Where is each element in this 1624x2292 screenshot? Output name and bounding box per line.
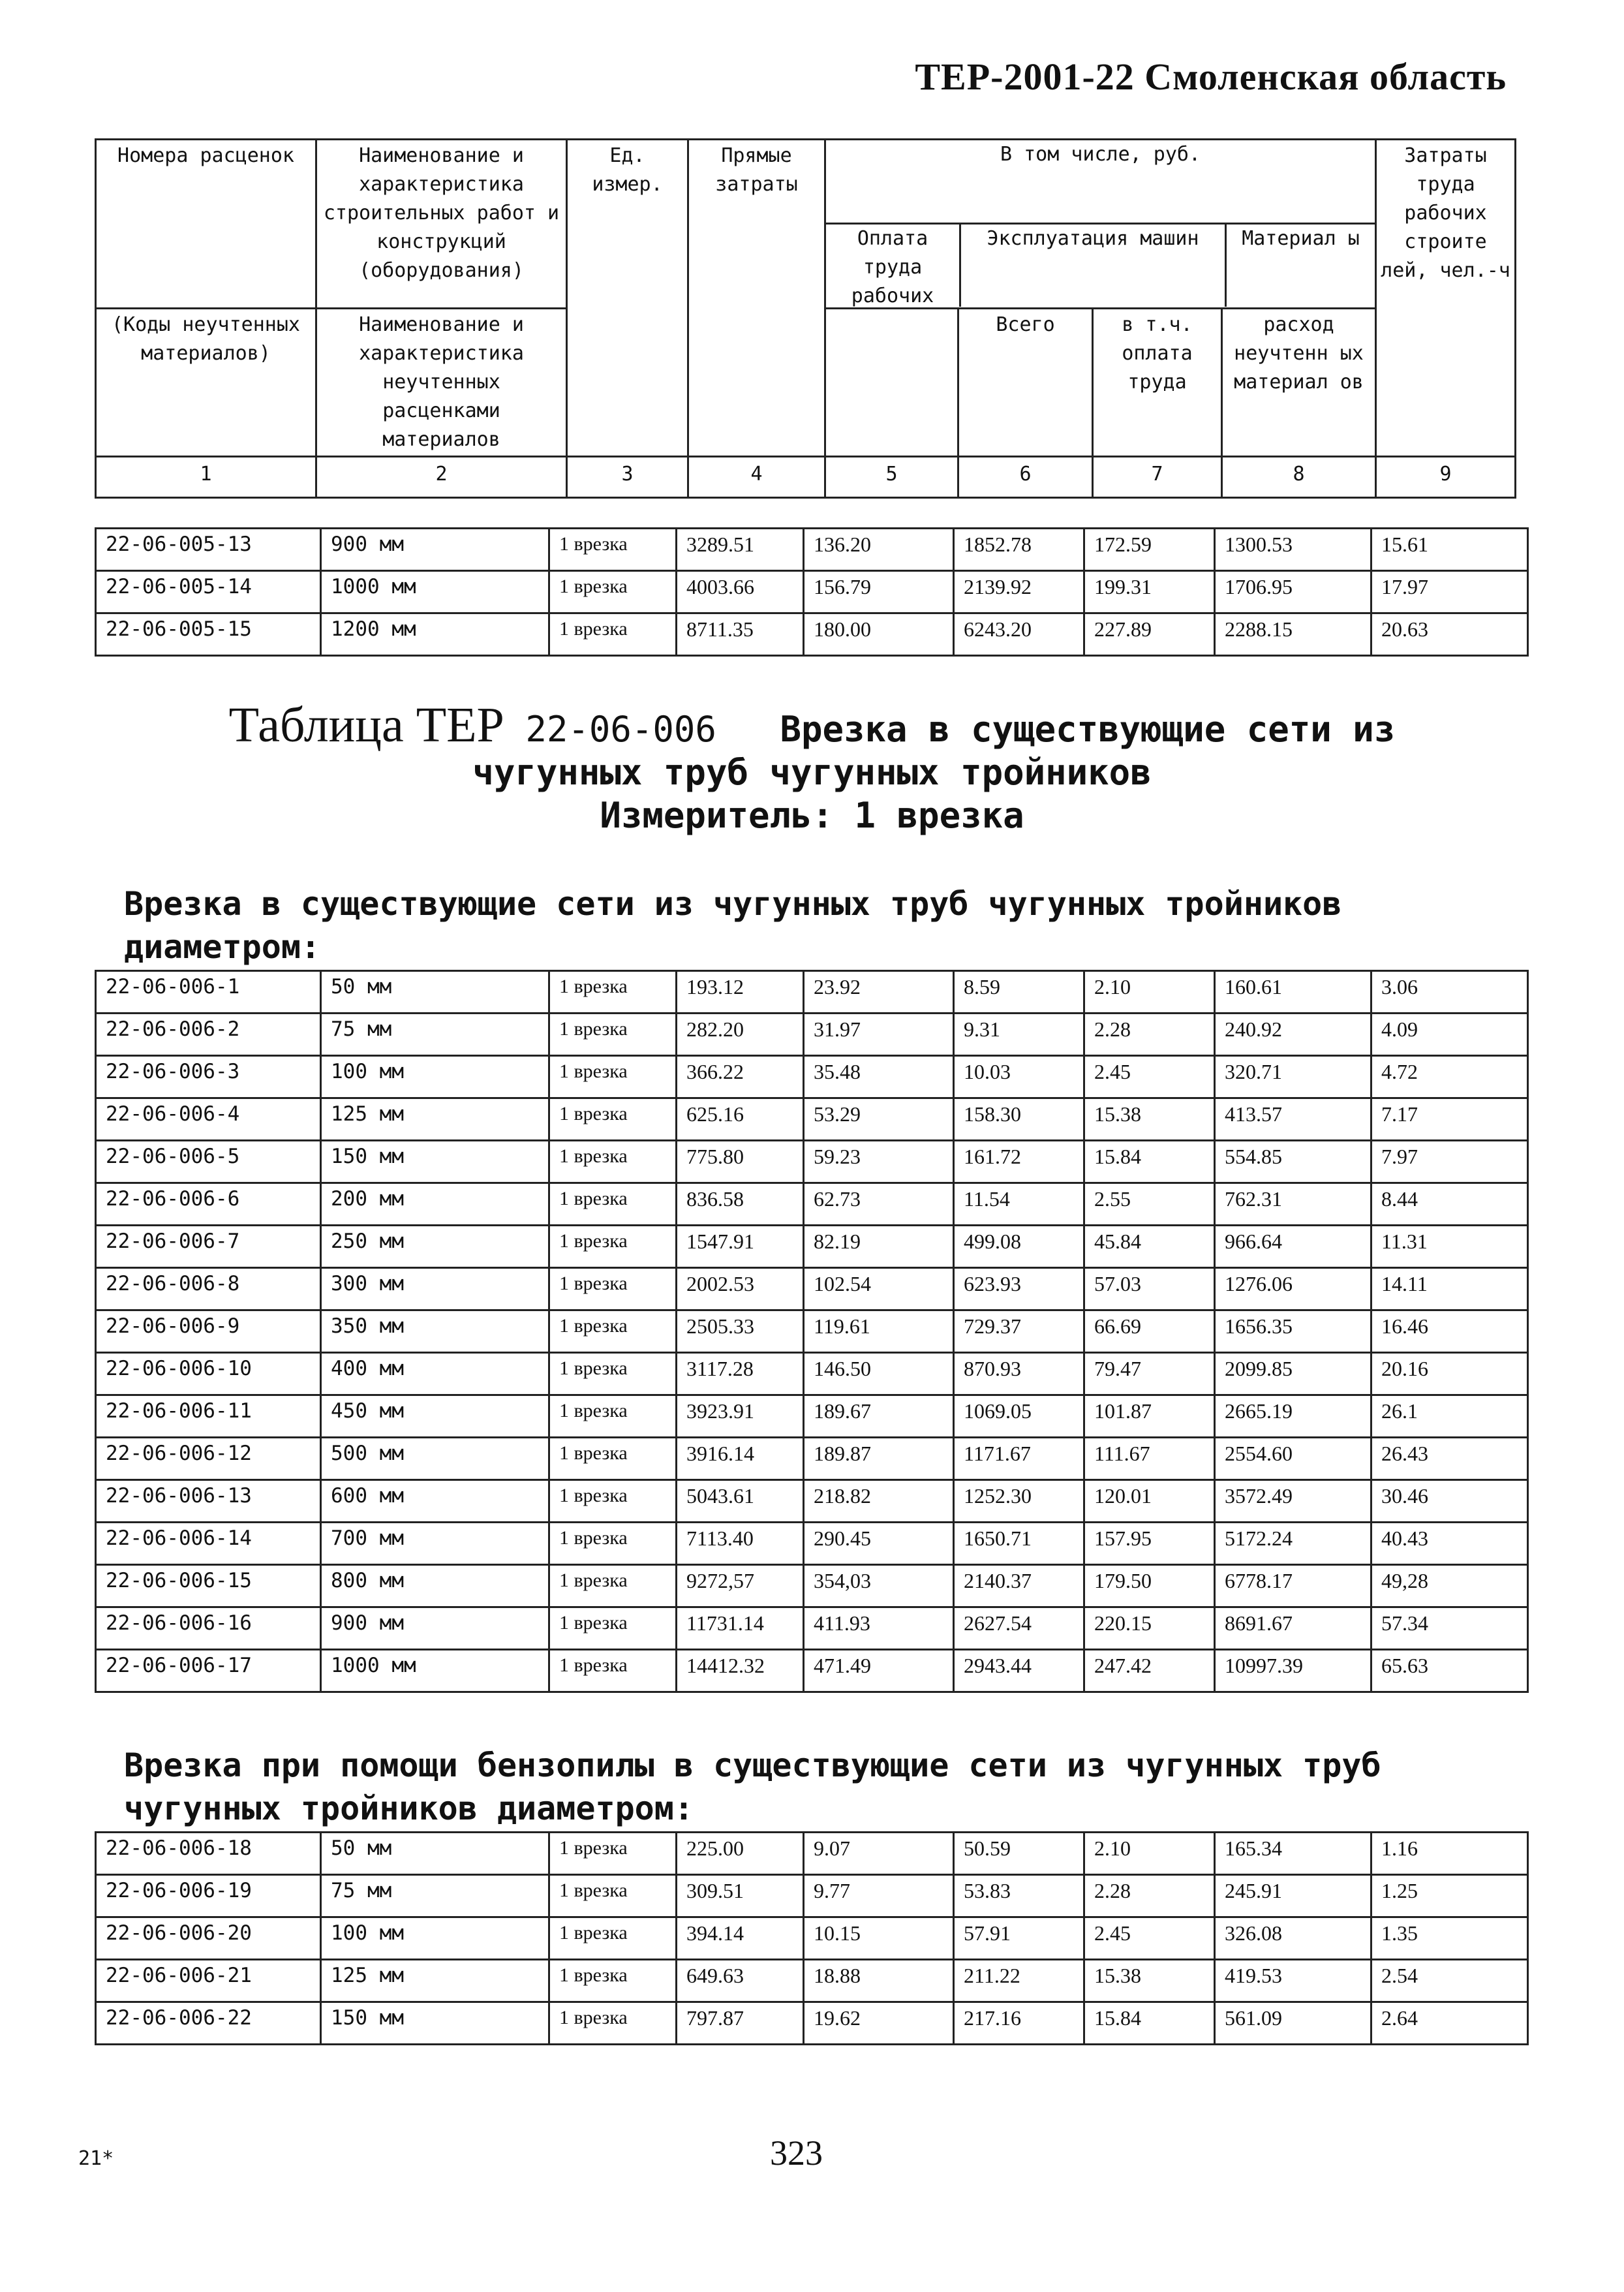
work-description-cell: 1000 мм	[321, 1650, 549, 1692]
column-number: 8	[1222, 457, 1376, 498]
materials-cell: 762.31	[1215, 1183, 1371, 1226]
machine-labor-cell: 15.84	[1084, 2002, 1215, 2045]
column-number: 9	[1376, 457, 1516, 498]
work-description-cell: 100 мм	[321, 1917, 549, 1960]
labor-pay-cell: 19.62	[804, 2002, 954, 2045]
unit-cell: 1 врезка	[549, 613, 677, 656]
column-number: 6	[958, 457, 1093, 498]
direct-costs-cell: 282.20	[677, 1014, 804, 1056]
table-row	[96, 2002, 1528, 2045]
unit-cell: 1 врезка	[549, 1353, 677, 1395]
rate-code-cell: 22-06-006-6	[96, 1183, 321, 1226]
labor-hours-cell: 8.44	[1371, 1183, 1528, 1226]
running-head: ТЕР-2001-22 Смоленская область	[915, 55, 1507, 98]
machine-labor-cell: 111.67	[1084, 1438, 1215, 1480]
header-labor-pay: Оплата труда рабочих	[826, 225, 961, 307]
labor-pay-cell: 471.49	[804, 1650, 954, 1692]
table-title-prefix: Таблица ТЕР	[228, 698, 504, 752]
table-title-line2: чугунных труб чугунных тройников	[472, 752, 1152, 793]
direct-costs-cell: 836.58	[677, 1183, 804, 1226]
work-description-cell: 125 мм	[321, 1098, 549, 1141]
machine-labor-cell: 157.95	[1084, 1523, 1215, 1565]
unit-cell: 1 врезка	[549, 1056, 677, 1098]
materials-cell: 1656.35	[1215, 1310, 1371, 1353]
column-number: 7	[1093, 457, 1222, 498]
labor-hours-cell: 7.17	[1371, 1098, 1528, 1141]
machine-labor-cell: 45.84	[1084, 1226, 1215, 1268]
unit-cell: 1 врезка	[549, 1141, 677, 1183]
materials-cell: 1276.06	[1215, 1268, 1371, 1310]
column-number: 2	[316, 457, 567, 498]
table-measure: Измеритель: 1 врезка	[600, 795, 1024, 836]
direct-costs-cell: 3916.14	[677, 1438, 804, 1480]
direct-costs-cell: 625.16	[677, 1098, 804, 1141]
labor-pay-cell: 189.87	[804, 1438, 954, 1480]
work-description-cell: 600 мм	[321, 1480, 549, 1523]
materials-cell: 3572.49	[1215, 1480, 1371, 1523]
machine-total-cell: 729.37	[954, 1310, 1084, 1353]
machine-total-cell: 1171.67	[954, 1438, 1084, 1480]
machine-labor-cell: 15.38	[1084, 1098, 1215, 1141]
header-material-codes: (Коды неучтенных материалов)	[96, 309, 316, 457]
labor-pay-cell: 53.29	[804, 1098, 954, 1141]
materials-cell: 1706.95	[1215, 571, 1371, 613]
labor-hours-cell: 26.43	[1371, 1438, 1528, 1480]
labor-hours-cell: 3.06	[1371, 971, 1528, 1014]
header-labor-costs: Затраты труда рабочих строите лей, чел.-ч	[1376, 140, 1516, 457]
rate-code-cell: 22-06-006-3	[96, 1056, 321, 1098]
table-row	[96, 971, 1528, 1014]
machine-labor-cell: 101.87	[1084, 1395, 1215, 1438]
rate-code-cell: 22-06-006-8	[96, 1268, 321, 1310]
table-row	[96, 1183, 1528, 1226]
unit-cell: 1 врезка	[549, 1523, 677, 1565]
labor-pay-cell: 189.67	[804, 1395, 954, 1438]
header-machine-labor: в т.ч. оплата труда	[1093, 309, 1222, 457]
direct-costs-cell: 309.51	[677, 1875, 804, 1917]
materials-cell: 8691.67	[1215, 1607, 1371, 1650]
materials-cell: 240.92	[1215, 1014, 1371, 1056]
table-row	[96, 1650, 1528, 1692]
labor-pay-cell: 62.73	[804, 1183, 954, 1226]
labor-pay-cell: 102.54	[804, 1268, 954, 1310]
labor-hours-cell: 26.1	[1371, 1395, 1528, 1438]
rate-code-cell: 22-06-006-21	[96, 1960, 321, 2002]
direct-costs-cell: 193.12	[677, 971, 804, 1014]
table-row	[96, 613, 1528, 656]
labor-pay-cell: 411.93	[804, 1607, 954, 1650]
rate-code-cell: 22-06-005-13	[96, 529, 321, 571]
rate-code-cell: 22-06-006-14	[96, 1523, 321, 1565]
materials-cell: 2554.60	[1215, 1438, 1371, 1480]
machine-labor-cell: 15.84	[1084, 1141, 1215, 1183]
unit-cell: 1 врезка	[549, 971, 677, 1014]
work-description-cell: 400 мм	[321, 1353, 549, 1395]
direct-costs-cell: 3117.28	[677, 1353, 804, 1395]
labor-hours-cell: 14.11	[1371, 1268, 1528, 1310]
machine-labor-cell: 66.69	[1084, 1310, 1215, 1353]
rate-code-cell: 22-06-006-20	[96, 1917, 321, 1960]
direct-costs-cell: 7113.40	[677, 1523, 804, 1565]
machine-labor-cell: 179.50	[1084, 1565, 1215, 1607]
unit-cell: 1 врезка	[549, 1438, 677, 1480]
labor-pay-cell: 18.88	[804, 1960, 954, 2002]
direct-costs-cell: 1547.91	[677, 1226, 804, 1268]
machine-total-cell: 2139.92	[954, 571, 1084, 613]
machine-labor-cell: 2.55	[1084, 1183, 1215, 1226]
labor-hours-cell: 20.16	[1371, 1353, 1528, 1395]
direct-costs-cell: 225.00	[677, 1833, 804, 1875]
table-title-code: 22-06-006	[525, 709, 716, 750]
unit-cell: 1 врезка	[549, 1565, 677, 1607]
labor-pay-cell: 354,03	[804, 1565, 954, 1607]
rate-code-cell: 22-06-006-10	[96, 1353, 321, 1395]
materials-cell: 320.71	[1215, 1056, 1371, 1098]
labor-hours-cell: 1.16	[1371, 1833, 1528, 1875]
work-description-cell: 75 мм	[321, 1014, 549, 1056]
unit-cell: 1 врезка	[549, 2002, 677, 2045]
table-row	[96, 1268, 1528, 1310]
work-description-cell: 50 мм	[321, 971, 549, 1014]
work-description-cell: 50 мм	[321, 1833, 549, 1875]
direct-costs-cell: 8711.35	[677, 613, 804, 656]
machine-total-cell: 211.22	[954, 1960, 1084, 2002]
header-rate-number: Номера расценок	[96, 140, 316, 309]
work-description-cell: 350 мм	[321, 1310, 549, 1353]
work-description-cell: 75 мм	[321, 1875, 549, 1917]
work-description-cell: 200 мм	[321, 1183, 549, 1226]
table-row	[96, 1917, 1528, 1960]
unit-cell: 1 врезка	[549, 1310, 677, 1353]
machine-total-cell: 623.93	[954, 1268, 1084, 1310]
machine-total-cell: 50.59	[954, 1833, 1084, 1875]
rate-code-cell: 22-06-005-15	[96, 613, 321, 656]
unit-cell: 1 врезка	[549, 1480, 677, 1523]
rate-code-cell: 22-06-006-7	[96, 1226, 321, 1268]
machine-total-cell: 499.08	[954, 1226, 1084, 1268]
labor-hours-cell: 57.34	[1371, 1607, 1528, 1650]
work-description-cell: 125 мм	[321, 1960, 549, 2002]
rate-code-cell: 22-06-006-11	[96, 1395, 321, 1438]
header-material-name: Наименование и характеристика неучтенных расценками материалов	[316, 309, 567, 457]
labor-pay-cell: 31.97	[804, 1014, 954, 1056]
materials-cell: 2288.15	[1215, 613, 1371, 656]
unit-cell: 1 врезка	[549, 1395, 677, 1438]
machine-labor-cell: 227.89	[1084, 613, 1215, 656]
direct-costs-cell: 3289.51	[677, 529, 804, 571]
unit-cell: 1 врезка	[549, 1098, 677, 1141]
direct-costs-cell: 14412.32	[677, 1650, 804, 1692]
table-row	[96, 1014, 1528, 1056]
materials-cell: 165.34	[1215, 1833, 1371, 1875]
rate-code-cell: 22-06-006-1	[96, 971, 321, 1014]
table-row	[96, 1310, 1528, 1353]
direct-costs-cell: 649.63	[677, 1960, 804, 2002]
table-row	[96, 1960, 1528, 2002]
header-empty-5	[825, 309, 958, 457]
labor-pay-cell: 156.79	[804, 571, 954, 613]
machine-total-cell: 6243.20	[954, 613, 1084, 656]
direct-costs-cell: 366.22	[677, 1056, 804, 1098]
table-row	[96, 1098, 1528, 1141]
machine-total-cell: 10.03	[954, 1056, 1084, 1098]
work-description-cell: 450 мм	[321, 1395, 549, 1438]
machine-total-cell: 11.54	[954, 1183, 1084, 1226]
materials-cell: 6778.17	[1215, 1565, 1371, 1607]
table-title	[0, 698, 1624, 837]
machine-labor-cell: 2.10	[1084, 971, 1215, 1014]
labor-hours-cell: 7.97	[1371, 1141, 1528, 1183]
table-row	[96, 1607, 1528, 1650]
labor-hours-cell: 65.63	[1371, 1650, 1528, 1692]
section-heading-1: Врезка в существующие сети из чугунных труб чугунных тройников диаметром:	[124, 885, 1342, 966]
rate-code-cell: 22-06-006-13	[96, 1480, 321, 1523]
work-description-cell: 1200 мм	[321, 613, 549, 656]
header-group-label: В том числе, руб.	[1000, 143, 1201, 166]
rate-code-cell: 22-06-006-15	[96, 1565, 321, 1607]
machine-labor-cell: 199.31	[1084, 571, 1215, 613]
work-description-cell: 500 мм	[321, 1438, 549, 1480]
work-description-cell: 800 мм	[321, 1565, 549, 1607]
labor-pay-cell: 290.45	[804, 1523, 954, 1565]
machine-total-cell: 158.30	[954, 1098, 1084, 1141]
labor-pay-cell: 9.07	[804, 1833, 954, 1875]
materials-cell: 10997.39	[1215, 1650, 1371, 1692]
table-row	[96, 1056, 1528, 1098]
work-description-cell: 150 мм	[321, 2002, 549, 2045]
labor-pay-cell: 136.20	[804, 529, 954, 571]
header-machine-total: Всего	[958, 309, 1093, 457]
labor-hours-cell: 15.61	[1371, 529, 1528, 571]
unit-cell: 1 врезка	[549, 1014, 677, 1056]
work-description-cell: 150 мм	[321, 1141, 549, 1183]
column-header-table	[95, 138, 1516, 499]
labor-pay-cell: 10.15	[804, 1917, 954, 1960]
machine-total-cell: 1252.30	[954, 1480, 1084, 1523]
header-materials: Материал ы	[1242, 227, 1360, 250]
labor-pay-cell: 218.82	[804, 1480, 954, 1523]
machine-total-cell: 2943.44	[954, 1650, 1084, 1692]
rate-code-cell: 22-06-006-4	[96, 1098, 321, 1141]
table-row	[96, 1395, 1528, 1438]
labor-pay-cell: 23.92	[804, 971, 954, 1014]
table-row	[96, 1480, 1528, 1523]
unit-cell: 1 врезка	[549, 1607, 677, 1650]
direct-costs-cell: 394.14	[677, 1917, 804, 1960]
unit-cell: 1 врезка	[549, 571, 677, 613]
materials-cell: 326.08	[1215, 1917, 1371, 1960]
footnote-mark: 21*	[78, 2147, 114, 2170]
column-number: 3	[567, 457, 688, 498]
labor-hours-cell: 16.46	[1371, 1310, 1528, 1353]
machine-labor-cell: 120.01	[1084, 1480, 1215, 1523]
machine-total-cell: 217.16	[954, 2002, 1084, 2045]
labor-hours-cell: 2.54	[1371, 1960, 1528, 2002]
column-number: 1	[96, 457, 316, 498]
rate-code-cell: 22-06-006-18	[96, 1833, 321, 1875]
labor-hours-cell: 40.43	[1371, 1523, 1528, 1565]
work-description-cell: 100 мм	[321, 1056, 549, 1098]
machine-total-cell: 1069.05	[954, 1395, 1084, 1438]
machine-total-cell: 8.59	[954, 971, 1084, 1014]
direct-costs-cell: 3923.91	[677, 1395, 804, 1438]
labor-pay-cell: 146.50	[804, 1353, 954, 1395]
labor-pay-cell: 59.23	[804, 1141, 954, 1183]
work-description-cell: 900 мм	[321, 1607, 549, 1650]
machine-total-cell: 1852.78	[954, 529, 1084, 571]
header-work-name: Наименование и характеристика строительных работ и конструкций (оборудования)	[316, 140, 567, 309]
direct-costs-cell: 775.80	[677, 1141, 804, 1183]
machine-labor-cell: 2.28	[1084, 1875, 1215, 1917]
machine-total-cell: 53.83	[954, 1875, 1084, 1917]
labor-pay-cell: 82.19	[804, 1226, 954, 1268]
direct-costs-cell: 11731.14	[677, 1607, 804, 1650]
header-material-consumption: расход неучтенн ых материал ов	[1222, 309, 1376, 457]
work-description-cell: 900 мм	[321, 529, 549, 571]
labor-hours-cell: 17.97	[1371, 571, 1528, 613]
labor-pay-cell: 9.77	[804, 1875, 954, 1917]
rate-code-cell: 22-06-006-5	[96, 1141, 321, 1183]
unit-cell: 1 врезка	[549, 1917, 677, 1960]
materials-cell: 245.91	[1215, 1875, 1371, 1917]
work-description-cell: 250 мм	[321, 1226, 549, 1268]
header-direct-costs: Прямые затраты	[688, 140, 825, 457]
table-title-name: Врезка в существующие сети из	[780, 709, 1396, 750]
rates-table-005	[95, 527, 1529, 657]
work-description-cell: 700 мм	[321, 1523, 549, 1565]
table-row	[96, 1833, 1528, 1875]
table-row	[96, 1523, 1528, 1565]
materials-cell: 554.85	[1215, 1141, 1371, 1183]
labor-hours-cell: 11.31	[1371, 1226, 1528, 1268]
machine-total-cell: 2627.54	[954, 1607, 1084, 1650]
header-group-block	[825, 140, 1376, 309]
machine-total-cell: 161.72	[954, 1141, 1084, 1183]
labor-pay-cell: 35.48	[804, 1056, 954, 1098]
table-row	[96, 1353, 1528, 1395]
labor-hours-cell: 4.72	[1371, 1056, 1528, 1098]
machine-labor-cell: 2.45	[1084, 1917, 1215, 1960]
work-description-cell: 1000 мм	[321, 571, 549, 613]
machine-labor-cell: 15.38	[1084, 1960, 1215, 2002]
machine-labor-cell: 172.59	[1084, 529, 1215, 571]
rate-code-cell: 22-06-006-9	[96, 1310, 321, 1353]
unit-cell: 1 врезка	[549, 1650, 677, 1692]
labor-pay-cell: 119.61	[804, 1310, 954, 1353]
machine-total-cell: 9.31	[954, 1014, 1084, 1056]
labor-hours-cell: 20.63	[1371, 613, 1528, 656]
rate-code-cell: 22-06-006-19	[96, 1875, 321, 1917]
unit-cell: 1 врезка	[549, 1875, 677, 1917]
table-row	[96, 571, 1528, 613]
machine-total-cell: 1650.71	[954, 1523, 1084, 1565]
machine-labor-cell: 57.03	[1084, 1268, 1215, 1310]
work-description-cell: 300 мм	[321, 1268, 549, 1310]
unit-cell: 1 врезка	[549, 1183, 677, 1226]
direct-costs-cell: 4003.66	[677, 571, 804, 613]
direct-costs-cell: 2505.33	[677, 1310, 804, 1353]
table-row	[96, 529, 1528, 571]
materials-cell: 5172.24	[1215, 1523, 1371, 1565]
materials-cell: 419.53	[1215, 1960, 1371, 2002]
table-row	[96, 1141, 1528, 1183]
labor-hours-cell: 1.25	[1371, 1875, 1528, 1917]
labor-hours-cell: 1.35	[1371, 1917, 1528, 1960]
unit-cell: 1 врезка	[549, 1833, 677, 1875]
labor-hours-cell: 4.09	[1371, 1014, 1528, 1056]
direct-costs-cell: 5043.61	[677, 1480, 804, 1523]
materials-cell: 561.09	[1215, 2002, 1371, 2045]
table-row	[96, 1438, 1528, 1480]
direct-costs-cell: 2002.53	[677, 1268, 804, 1310]
unit-cell: 1 врезка	[549, 1960, 677, 2002]
section-heading-2: Врезка при помощи бензопилы в существующие сети из чугунных труб чугунных тройников диаметром:	[124, 1746, 1381, 1827]
column-number: 5	[825, 457, 958, 498]
direct-costs-cell: 9272,57	[677, 1565, 804, 1607]
machine-total-cell: 57.91	[954, 1917, 1084, 1960]
materials-cell: 2665.19	[1215, 1395, 1371, 1438]
materials-cell: 2099.85	[1215, 1353, 1371, 1395]
machine-total-cell: 2140.37	[954, 1565, 1084, 1607]
rates-table-section-2	[95, 1831, 1529, 2045]
unit-cell: 1 врезка	[549, 529, 677, 571]
machine-labor-cell: 220.15	[1084, 1607, 1215, 1650]
header-unit: Ед. измер.	[567, 140, 688, 457]
labor-pay-cell: 180.00	[804, 613, 954, 656]
machine-labor-cell: 79.47	[1084, 1353, 1215, 1395]
materials-cell: 413.57	[1215, 1098, 1371, 1141]
page-number: 323	[770, 2133, 823, 2173]
materials-cell: 1300.53	[1215, 529, 1371, 571]
labor-hours-cell: 49,28	[1371, 1565, 1528, 1607]
direct-costs-cell: 797.87	[677, 2002, 804, 2045]
rate-code-cell: 22-06-006-17	[96, 1650, 321, 1692]
labor-hours-cell: 30.46	[1371, 1480, 1528, 1523]
materials-cell: 966.64	[1215, 1226, 1371, 1268]
rate-code-cell: 22-06-006-22	[96, 2002, 321, 2045]
rate-code-cell: 22-06-006-12	[96, 1438, 321, 1480]
materials-cell: 160.61	[1215, 971, 1371, 1014]
table-row	[96, 1226, 1528, 1268]
rate-code-cell: 22-06-006-2	[96, 1014, 321, 1056]
rate-code-cell: 22-06-006-16	[96, 1607, 321, 1650]
header-machine-operation: Эксплуатация машин	[961, 225, 1227, 307]
unit-cell: 1 врезка	[549, 1226, 677, 1268]
labor-hours-cell: 2.64	[1371, 2002, 1528, 2045]
machine-total-cell: 870.93	[954, 1353, 1084, 1395]
unit-cell: 1 врезка	[549, 1268, 677, 1310]
machine-labor-cell: 2.28	[1084, 1014, 1215, 1056]
machine-labor-cell: 2.10	[1084, 1833, 1215, 1875]
rate-code-cell: 22-06-005-14	[96, 571, 321, 613]
table-row	[96, 1875, 1528, 1917]
machine-labor-cell: 2.45	[1084, 1056, 1215, 1098]
table-row	[96, 1565, 1528, 1607]
machine-labor-cell: 247.42	[1084, 1650, 1215, 1692]
column-number: 4	[688, 457, 825, 498]
rates-table-section-1	[95, 970, 1529, 1693]
